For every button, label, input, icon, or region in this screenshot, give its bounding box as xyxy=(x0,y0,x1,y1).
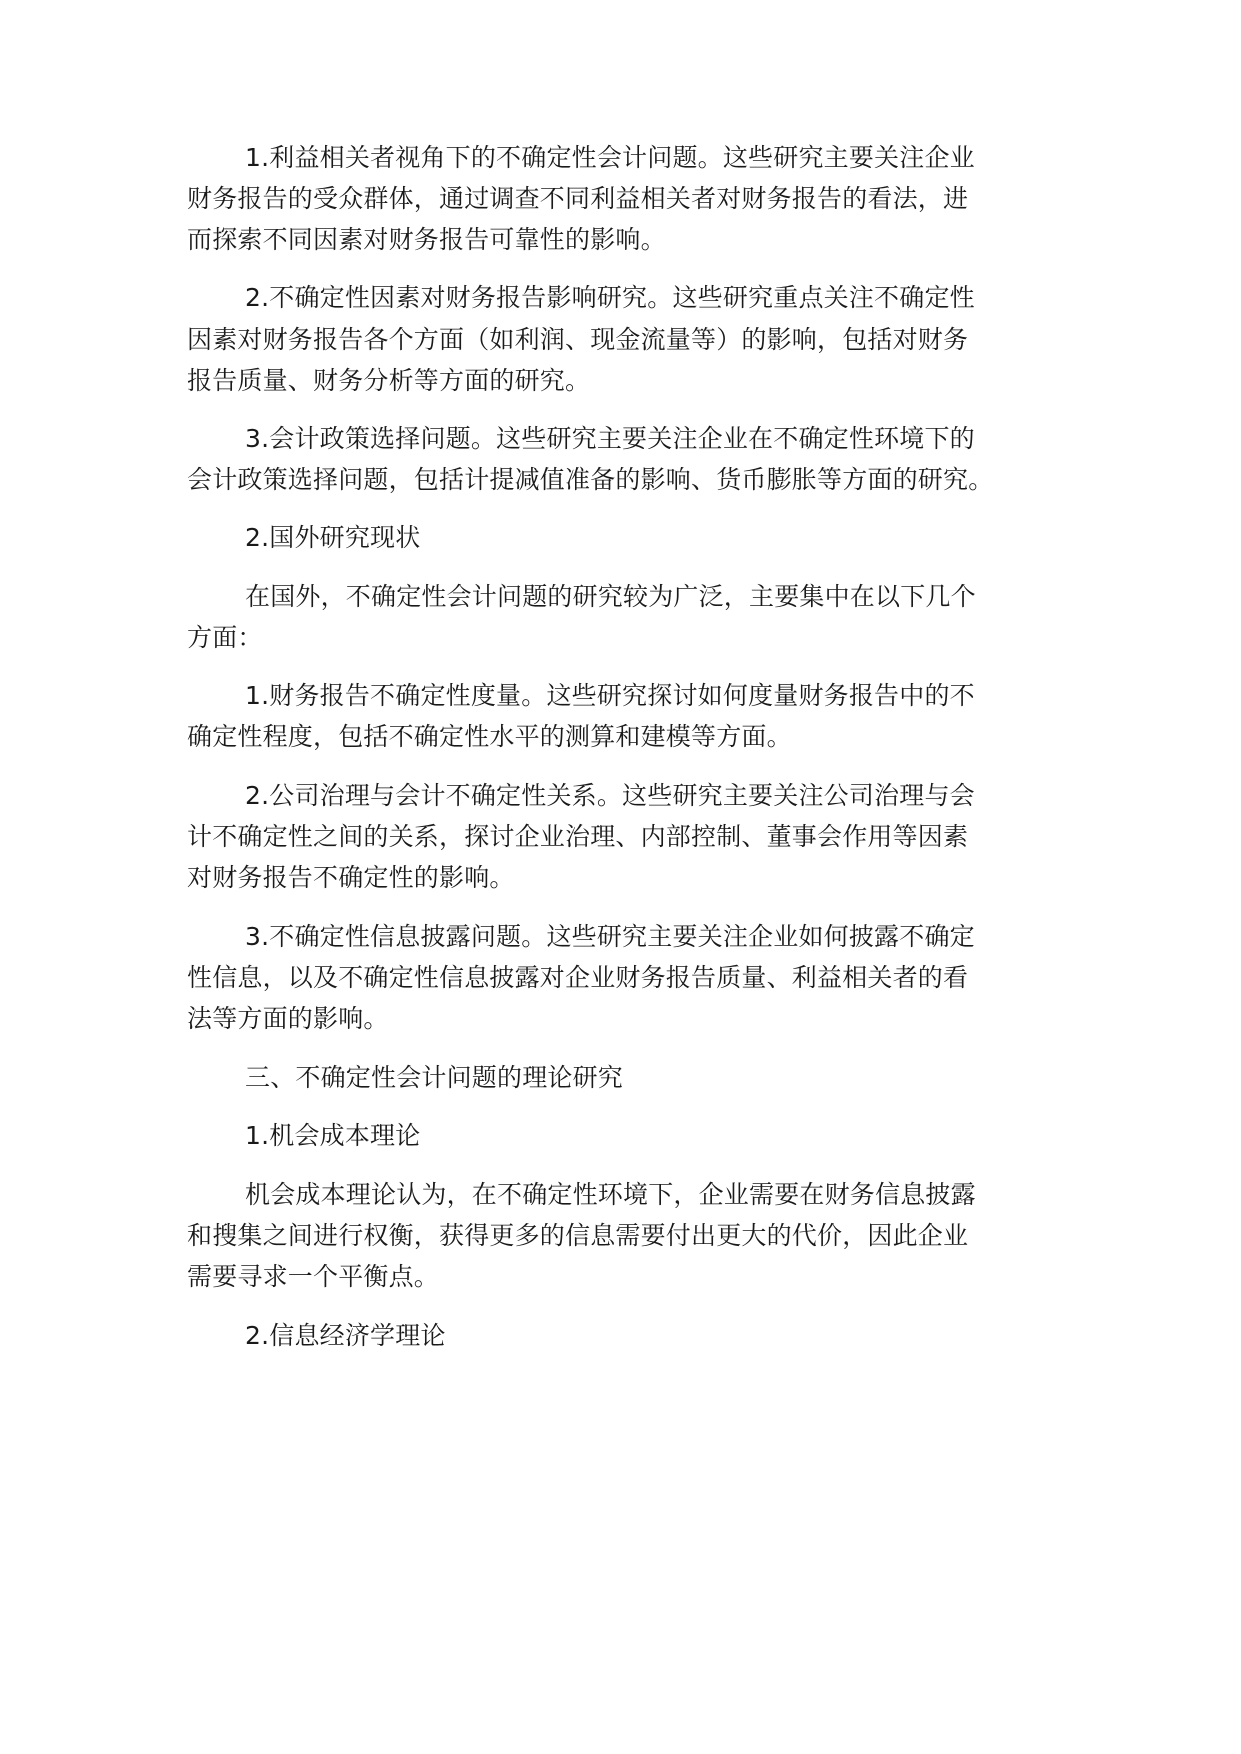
text-line: 报告质量、财务分析等方面的研究。 xyxy=(187,366,591,395)
text-line: 和搜集之间进行权衡，获得更多的信息需要付出更大的代价，因此企业 xyxy=(187,1221,969,1250)
text-line: 因素对财务报告各个方面（如利润、现金流量等）的影响，包括对财务 xyxy=(187,325,969,354)
text-line: 计不确定性之间的关系，探讨企业治理、内部控制、董事会作用等因素 xyxy=(187,822,969,851)
text-line: 法等方面的影响。 xyxy=(187,1004,389,1033)
subsection-heading: 2.信息经济学理论 xyxy=(245,1321,446,1350)
text-line: 财务报告的受众群体，通过调查不同利益相关者对财务报告的看法，进 xyxy=(187,184,969,213)
text-line: 方面： xyxy=(187,623,263,652)
text-line: 1.财务报告不确定性度量。这些研究探讨如何度量财务报告中的不 xyxy=(245,681,975,710)
text-line: 在国外，不确定性会计问题的研究较为广泛，主要集中在以下几个 xyxy=(245,582,976,611)
text-line: 2.公司治理与会计不确定性关系。这些研究主要关注公司治理与会 xyxy=(245,781,975,810)
text-line: 1.利益相关者视角下的不确定性会计问题。这些研究主要关注企业 xyxy=(245,143,975,172)
text-line: 对财务报告不确定性的影响。 xyxy=(187,863,515,892)
subsection-heading: 1.机会成本理论 xyxy=(245,1121,421,1150)
text-line: 3.不确定性信息披露问题。这些研究主要关注企业如何披露不确定 xyxy=(245,922,975,951)
section-heading: 三、不确定性会计问题的理论研究 xyxy=(245,1063,624,1092)
text-line: 机会成本理论认为，在不确定性环境下，企业需要在财务信息披露 xyxy=(245,1180,976,1209)
text-line: 性信息，以及不确定性信息披露对企业财务报告质量、利益相关者的看 xyxy=(187,963,969,992)
section-heading: 2.国外研究现状 xyxy=(245,523,421,552)
text-line: 需要寻求一个平衡点。 xyxy=(187,1262,440,1291)
text-line: 而探索不同因素对财务报告可靠性的影响。 xyxy=(187,225,666,254)
text-line: 2.不确定性因素对财务报告影响研究。这些研究重点关注不确定性 xyxy=(245,283,975,312)
text-line: 会计政策选择问题，包括计提减值准备的影响、货币膨胀等方面的研究。 xyxy=(187,465,994,494)
text-line: 3.会计政策选择问题。这些研究主要关注企业在不确定性环境下的 xyxy=(245,424,975,453)
text-line: 确定性程度，包括不确定性水平的测算和建模等方面。 xyxy=(187,722,792,751)
